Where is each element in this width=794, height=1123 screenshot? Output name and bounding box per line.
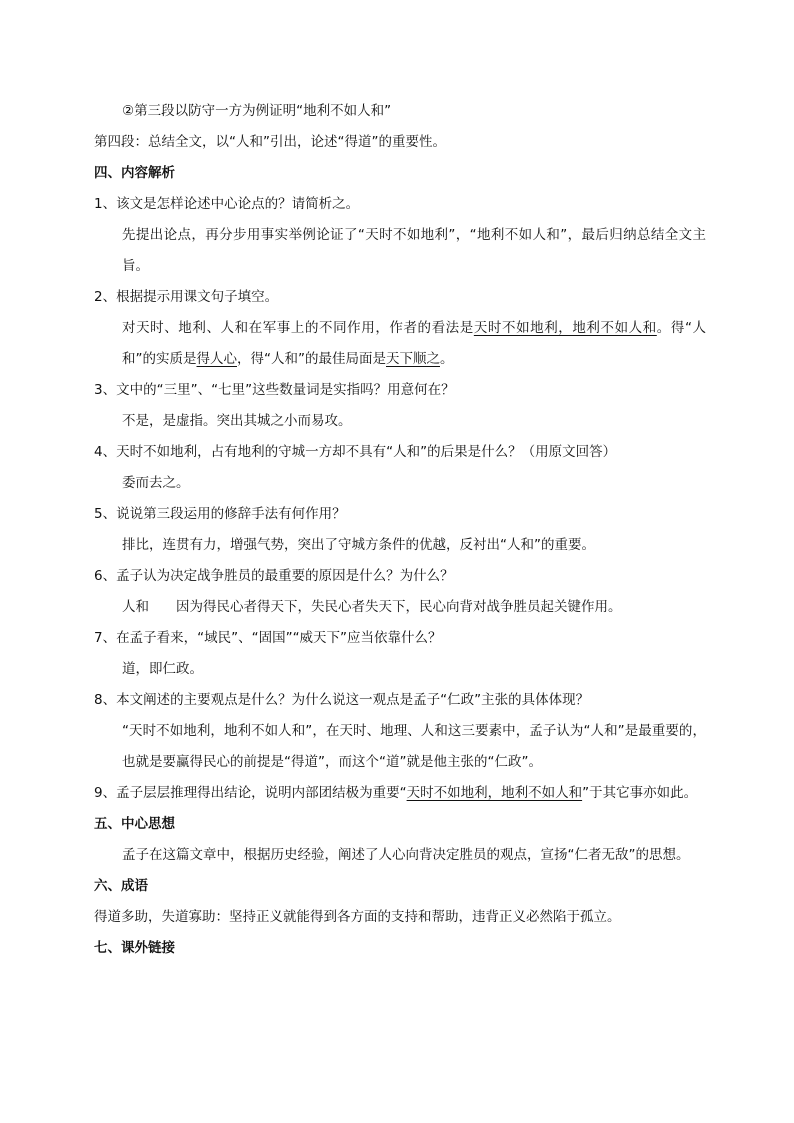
question-9-text-2: ”于其它事亦如此。 <box>582 785 698 801</box>
question-8: 8、本文阐述的主要观点是什么？为什么说这一观点是孟子“仁政”主张的具体体现？ <box>94 692 590 708</box>
question-9 <box>94 778 706 809</box>
section-5-text: 孟子在这篇文章中，根据历史经验，阐述了人心向背决定胜员的观点，宣扬“仁者无敌”的思想。 <box>122 847 690 863</box>
question-7: 7、在孟子看来，“域民”、“固国”“威天下”应当依靠什么？ <box>94 630 442 646</box>
question-2: 2、根据提示用课文句子填空。 <box>94 289 279 305</box>
answer-8: “天时不如地利，地利不如人和”，在天时、地理、人和这三要素中，孟子认为“人和”是最重要的，也就是要赢得民心的前提是“得道”，而这个“道”就是他主张的“仁政”。 <box>122 723 706 770</box>
answer-2-blank-2: 得人心 <box>196 351 237 367</box>
question-4: 4、天时不如地利，占有地利的守城一方却不具有“人和”的后果是什么？（用原文回答） <box>94 444 617 460</box>
answer-3: 不是，是虚指。突出其城之小而易攻。 <box>122 413 352 429</box>
answer-1: 先提出论点，再分步用事实举例论证了“天时不如地利”，“地利不如人和”，最后归纳总结全文主旨。 <box>122 227 706 274</box>
answer-6: 人和 因为得民心者得天下，失民心者失天下，民心向背对战争胜员起关键作用。 <box>122 599 622 615</box>
paragraph-para2: 第四段：总结全文，以“人和”引出，论述“得道”的重要性。 <box>94 134 446 150</box>
answer-2 <box>94 313 706 375</box>
question-9-underlined: 天时不如地利，地利不如人和 <box>406 785 583 801</box>
answer-2-text-1: 对天时、地利、人和在军事上的不同作用，作者的看法是 <box>122 320 474 336</box>
question-1: 1、该文是怎样论述中心论点的？请简析之。 <box>94 196 360 212</box>
question-3: 3、文中的“三里”、“七里”这些数量词是实指吗？用意何在？ <box>94 382 455 398</box>
question-6: 6、孟子认为决定战争胜员的最重要的原因是什么？为什么？ <box>94 568 454 584</box>
answer-7: 道，即仁政。 <box>122 661 203 677</box>
answer-5: 排比，连贯有力，增强气势，突出了守城方条件的优越，反衬出“人和”的重要。 <box>122 537 595 553</box>
answer-2-blank-3: 天下顺之 <box>386 351 440 367</box>
section-heading-7: 七、课外链接 <box>94 940 175 956</box>
section-6-text: 得道多助，失道寡助：坚持正义就能得到各方面的支持和帮助，违背正义必然陷于孤立。 <box>94 909 621 925</box>
document-page <box>94 96 706 964</box>
answer-4: 委而去之。 <box>122 475 190 491</box>
section-heading-5: 五、中心思想 <box>94 816 175 832</box>
answer-2-blank-1: 天时不如地利，地利不如人和 <box>473 320 657 336</box>
question-5: 5、说说第三段运用的修辞手法有何作用？ <box>94 506 346 522</box>
question-9-text-1: 9、孟子层层推理得出结论，说明内部团结极为重要“ <box>94 785 407 801</box>
paragraph-para1: ②第三段以防守一方为例证明“地利不如人和” <box>122 103 392 119</box>
answer-2-text-2: 。得“人和”的实质是 <box>122 320 707 367</box>
section-heading-6: 六、成语 <box>94 878 148 894</box>
answer-2-text-4: 。 <box>440 351 454 367</box>
answer-2-text-3: ，得“人和”的最佳局面是 <box>237 351 386 367</box>
section-heading-4: 四、内容解析 <box>94 165 175 181</box>
